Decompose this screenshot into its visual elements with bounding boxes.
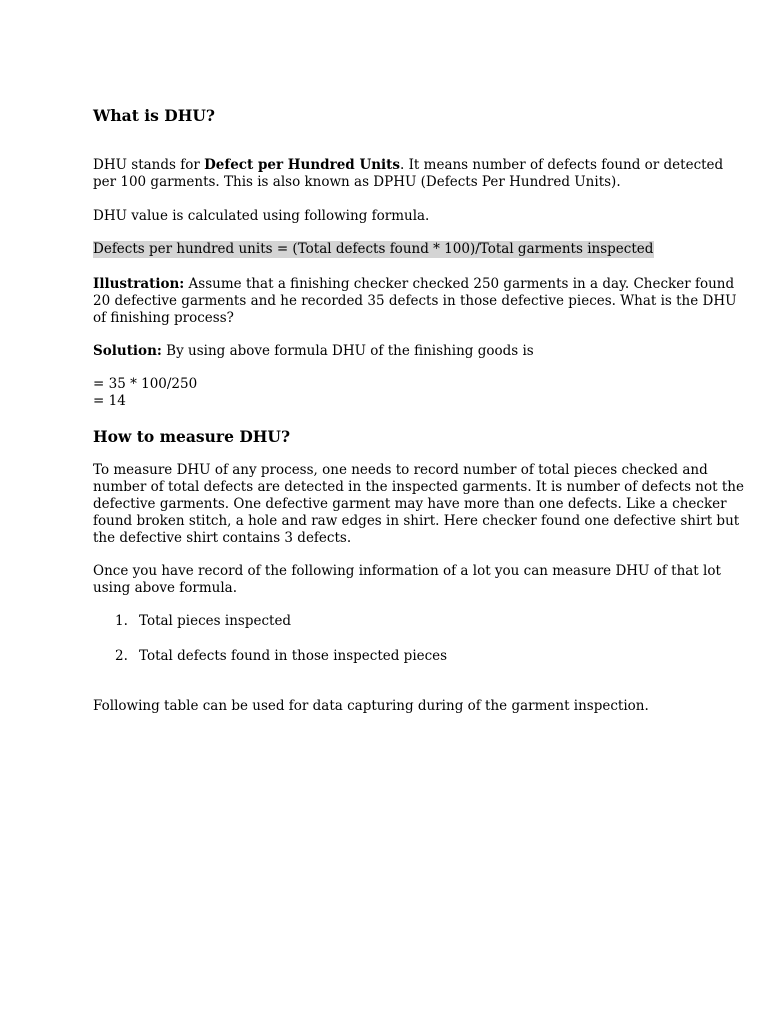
definition-line-1: DHU stands for Defect per Hundred Units. It means number of defects found or detected	[93, 157, 724, 173]
formula-highlight: Defects per hundred units = (Total defects found * 100)/Total garments inspected	[93, 241, 654, 257]
paragraph-closing: Following table can be used for data capturing during of the garment inspection.	[93, 698, 649, 714]
paragraph-solution: Solution: By using above formula DHU of the finishing goods is	[93, 343, 534, 359]
calculation-block	[93, 376, 683, 410]
list-number: 2.	[115, 648, 128, 664]
paragraph-formula-intro: DHU value is calculated using following formula.	[93, 208, 430, 224]
illustration-line-3: of finishing process?	[93, 310, 234, 326]
dhu-term-bold: Defect per Hundred Units	[204, 157, 401, 173]
paragraph-lot-record: Once you have record of the following information of a lot you can measure DHU of that lot using above formula.	[93, 563, 721, 596]
list-item	[115, 613, 291, 630]
heading-how-to-measure-dhu: How to measure DHU?	[93, 427, 291, 446]
list-item-text: Total pieces inspected	[139, 613, 292, 629]
heading-what-is-dhu: What is DHU?	[93, 106, 215, 125]
list-item-text: Total defects found in those inspected pieces	[139, 648, 448, 664]
paragraph-illustration	[93, 276, 737, 327]
list-item	[115, 648, 447, 665]
list-number: 1.	[115, 613, 128, 629]
calculation-line-1: = 35 * 100/250	[93, 376, 198, 392]
illustration-line-1: Illustration: Assume that a finishing checker checked 250 garments in a day. Checker found	[93, 276, 735, 292]
illustration-label: Illustration:	[93, 276, 185, 292]
solution-label: Solution:	[93, 343, 162, 359]
paragraph-measure-explanation: To measure DHU of any process, one needs to record number of total pieces checked and number of total defects are detected in the inspected garments. It is number of defects not the defective garments. One defective garment may have more than one defects. Like a checker found broken stitch, a hole and raw edges in shirt. Here checker found one defective shirt but the defective shirt contains 3 defects.	[93, 462, 744, 546]
illustration-line-2: 20 defective garments and he recorded 35 defects in those defective pieces. What is the DHU	[93, 293, 737, 309]
definition-line-2: per 100 garments. This is also known as DPHU (Defects Per Hundred Units).	[93, 174, 621, 190]
calculation-line-2: = 14	[93, 393, 126, 409]
paragraph-dhu-definition	[93, 157, 724, 191]
